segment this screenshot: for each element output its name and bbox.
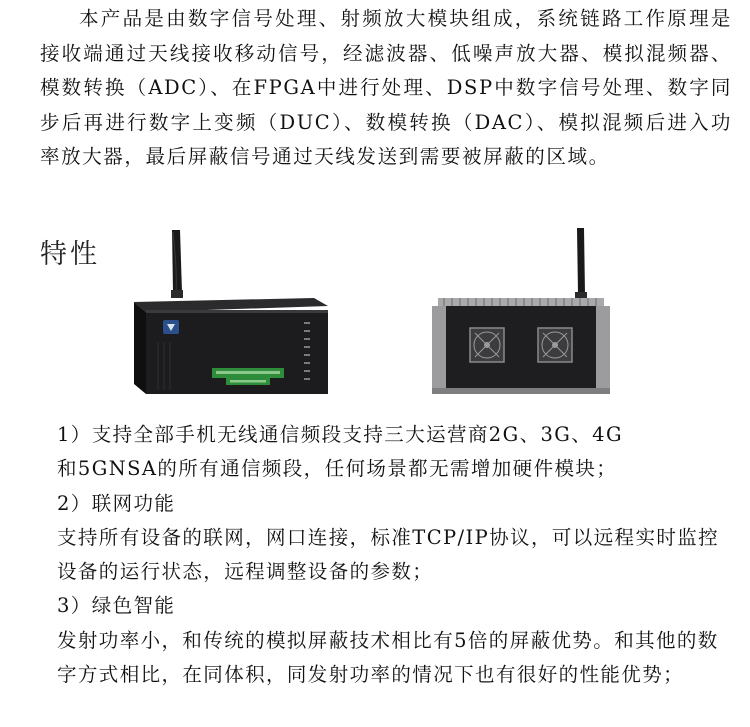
feature-1-title: 1）支持全部手机无线通信频段支持三大运营商2G、3G、4G [57, 423, 623, 446]
feature-1-body: 和5GNSA的所有通信频段，任何场景都无需增加硬件模块； [57, 457, 618, 481]
antenna-icon [171, 230, 183, 298]
features-list [57, 418, 737, 692]
product-front-image [128, 222, 338, 407]
feature-3-body: 发射功率小，和传统的模拟屏蔽技术相比有5倍的屏蔽优势。和其他的数字方式相比，在同体积，同发射功率的情况下也有很好的性能优势； [57, 628, 719, 687]
feature-2-body: 支持所有设备的联网，网口连接，标准TCP/IP协议，可以远程实时监控设备的运行状态，远程调整设备的参数； [57, 525, 720, 584]
feature-3-title: 3）绿色智能 [57, 594, 176, 618]
features-heading: 特性 [40, 239, 100, 270]
product-rear-image [430, 222, 620, 407]
intro-paragraph: 本产品是由数字信号处理、射频放大模块组成，系统链路工作原理是接收端通过天线接收移动信号，经滤波器、低噪声放大器、模拟混频器、模数转换（ADC）、在FPGA中进行处理、DSP中数字信号处理、数字同步后再进行数字上变频（DUC）、数模转换（DAC）、模拟混频后进入功率放大器，最后屏蔽信号通过天线发送到需要被屏蔽的区域。 [40, 7, 732, 168]
fan-icon [470, 328, 504, 362]
antenna-icon [575, 228, 587, 300]
brand-logo [163, 320, 179, 334]
feature-2-title: 2）联网功能 [57, 491, 176, 515]
fan-icon [538, 328, 572, 362]
